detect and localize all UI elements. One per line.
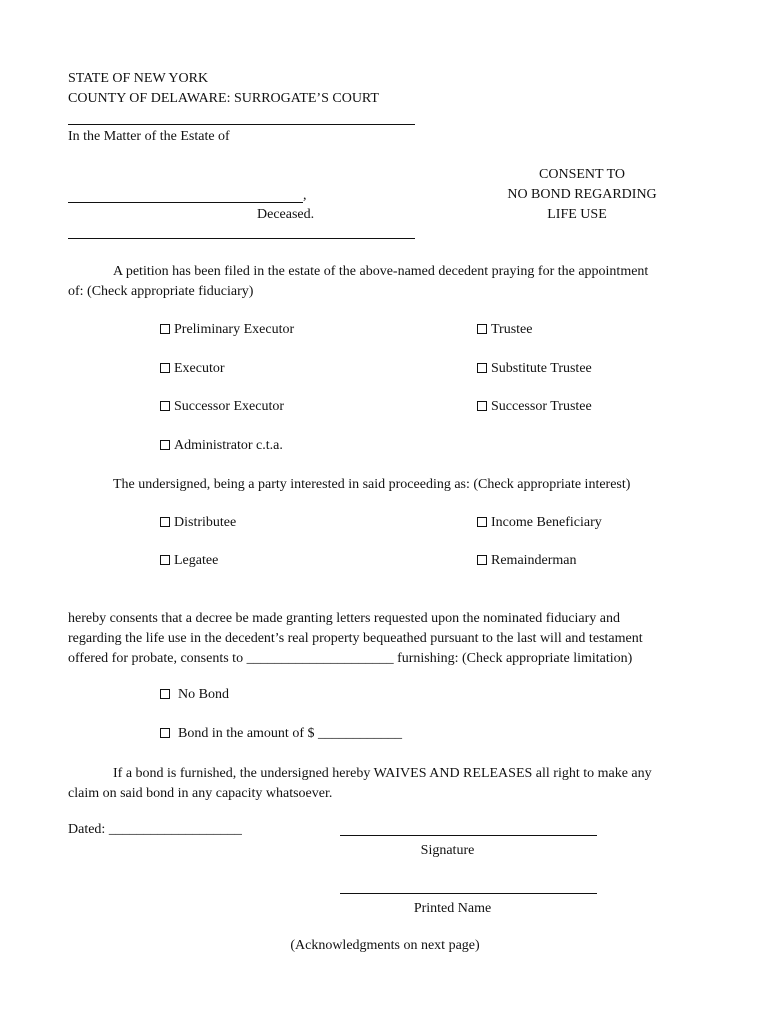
checkbox-icon[interactable] (160, 689, 170, 699)
checkbox-label: Distributee (174, 515, 237, 530)
state-heading: STATE OF NEW YORK (68, 71, 209, 86)
checkbox-icon[interactable] (160, 440, 170, 450)
checkbox-income-beneficiary[interactable] (477, 514, 602, 532)
consent-text-line-3 (68, 649, 632, 669)
decedent-name-line[interactable] (68, 202, 303, 203)
signature-line[interactable] (340, 835, 597, 836)
checkbox-icon[interactable] (477, 324, 487, 334)
checkbox-label: Preliminary Executor (174, 322, 295, 337)
checkbox-trustee[interactable] (477, 321, 533, 339)
checkbox-icon[interactable] (477, 517, 487, 527)
petition-text-line-2: of: (Check appropriate fiduciary) (68, 284, 254, 299)
checkbox-substitute-trustee[interactable] (477, 360, 592, 378)
checkbox-bond-amount[interactable] (160, 725, 402, 743)
dated-label: Dated: (68, 822, 109, 837)
estate-matter-label: In the Matter of the Estate of (68, 129, 230, 144)
checkbox-icon[interactable] (160, 324, 170, 334)
title-line-2: NO BOND REGARDING (507, 187, 657, 202)
checkbox-administrator-cta[interactable] (160, 437, 283, 455)
checkbox-label: Substitute Trustee (491, 361, 592, 376)
checkbox-icon[interactable] (160, 363, 170, 373)
checkbox-remainderman[interactable] (477, 552, 577, 570)
dated-blank[interactable]: ___________________ (108, 822, 242, 837)
title-line-3: LIFE USE (547, 207, 607, 222)
dated-field[interactable] (68, 821, 242, 839)
waiver-text-line-2: claim on said bond in any capacity whatsoever. (68, 786, 333, 801)
checkbox-icon[interactable] (160, 517, 170, 527)
checkbox-icon[interactable] (477, 401, 487, 411)
checkbox-icon[interactable] (477, 363, 487, 373)
checkbox-label: Legatee (174, 553, 219, 568)
court-heading: COUNTY OF DELAWARE: SURROGATE’S COURT (68, 91, 379, 106)
checkbox-label: No Bond (178, 687, 229, 702)
caption-top-rule (68, 124, 415, 125)
caption-bottom-rule (68, 238, 415, 239)
checkbox-label: Administrator c.t.a. (174, 438, 283, 453)
bond-amount-blank[interactable]: ____________ (318, 726, 402, 741)
checkbox-icon[interactable] (477, 555, 487, 565)
checkbox-legatee[interactable] (160, 552, 218, 570)
printed-name-label: Printed Name (413, 901, 492, 916)
checkbox-icon[interactable] (160, 555, 170, 565)
checkbox-label: Income Beneficiary (491, 515, 602, 530)
checkbox-label: Executor (174, 361, 225, 376)
checkbox-label: Remainderman (491, 553, 577, 568)
consent-text-line-2: regarding the life use in the decedent’s real property bequeathed pursuant to the last will and testament (68, 631, 643, 646)
checkbox-label: Trustee (491, 322, 533, 337)
petition-text-line-1: A petition has been filed in the estate of the above-named decedent praying for the appointment (113, 264, 649, 279)
consent-text-after-blank: furnishing: (Check appropriate limitation) (393, 651, 633, 666)
caption-comma: , (303, 188, 307, 203)
checkbox-icon[interactable] (160, 401, 170, 411)
consent-text-line-1: hereby consents that a decree be made granting letters requested upon the nominated fiduciary and (68, 611, 621, 626)
checkbox-successor-executor[interactable] (160, 398, 284, 416)
waiver-text-line-1: If a bond is furnished, the undersigned hereby WAIVES AND RELEASES all right to make any (113, 766, 652, 781)
title-line-1: CONSENT TO (539, 167, 625, 182)
signature-label: Signature (420, 843, 475, 858)
checkbox-label: Bond in the amount of $ (178, 726, 318, 741)
checkbox-preliminary-executor[interactable] (160, 321, 294, 339)
checkbox-label: Successor Executor (174, 399, 285, 414)
checkbox-no-bond[interactable] (160, 686, 229, 704)
interest-intro-text: The undersigned, being a party interested in said proceeding as: (Check appropriate interest) (113, 477, 631, 492)
checkbox-label: Successor Trustee (491, 399, 592, 414)
printed-name-line[interactable] (340, 893, 597, 894)
acknowledgments-note: (Acknowledgments on next page) (290, 938, 480, 953)
checkbox-successor-trustee[interactable] (477, 398, 592, 416)
checkbox-icon[interactable] (160, 728, 170, 738)
deceased-label: Deceased. (257, 207, 315, 222)
checkbox-distributee[interactable] (160, 514, 236, 532)
consents-to-blank[interactable]: _____________________ (246, 651, 394, 666)
consent-text-before-blank: offered for probate, consents to (68, 651, 247, 666)
checkbox-executor[interactable] (160, 360, 225, 378)
